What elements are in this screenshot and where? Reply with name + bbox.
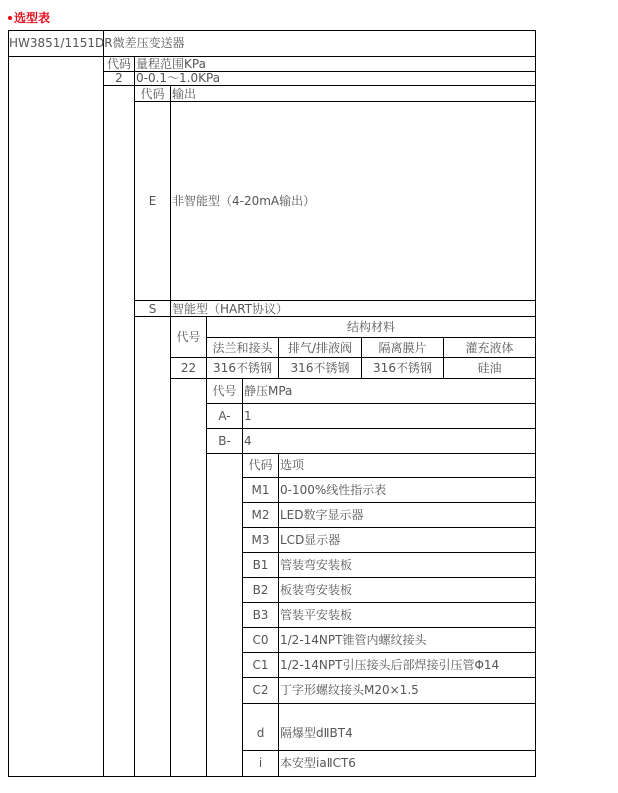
output-header: 输出 <box>172 87 197 101</box>
table-border <box>242 602 536 603</box>
table-border <box>103 30 104 777</box>
material-col-fill: 灌充液体 <box>465 341 514 355</box>
table-border <box>134 300 536 301</box>
table-border <box>206 428 536 429</box>
table-border <box>206 403 536 404</box>
table-border <box>8 30 536 31</box>
range-header: 量程范围KPa <box>136 57 206 71</box>
table-border <box>242 677 536 678</box>
option-label: 板装弯安装板 <box>280 583 353 597</box>
option-code: B3 <box>252 608 269 622</box>
pressure-code-b: B- <box>218 434 231 448</box>
options-code-header: 代码 <box>248 458 273 472</box>
table-border <box>8 776 536 777</box>
table-border <box>134 316 536 317</box>
output-label-s: 智能型（HART协议） <box>172 302 289 316</box>
table-border <box>103 85 536 86</box>
table-border <box>8 56 536 57</box>
table-border <box>170 357 536 358</box>
material-val-fill: 硅油 <box>477 361 502 375</box>
option-code: M2 <box>251 508 270 522</box>
table-border <box>206 453 536 454</box>
material-code: 22 <box>180 361 197 375</box>
option-code: B1 <box>252 558 269 572</box>
option-label: LED数字显示器 <box>280 508 364 522</box>
table-border <box>242 750 536 751</box>
output-code-e: E <box>148 194 157 208</box>
option-code: d <box>256 726 265 740</box>
range-code-header: 代码 <box>106 57 131 71</box>
pressure-code-header: 代号 <box>212 384 237 398</box>
pressure-code-a: A- <box>218 409 231 423</box>
pressure-header: 静压MPa <box>244 384 293 398</box>
option-label: 隔爆型dⅡBT4 <box>280 726 353 740</box>
material-col-diaphragm: 隔离膜片 <box>378 341 427 355</box>
table-border <box>242 577 536 578</box>
material-col-flange: 法兰和接头 <box>212 341 273 355</box>
option-code: M3 <box>251 533 270 547</box>
table-border <box>206 337 536 338</box>
pressure-value-a: 1 <box>244 409 252 423</box>
section-title <box>8 11 50 25</box>
material-group-header: 结构材料 <box>346 320 395 334</box>
option-code: M1 <box>251 483 270 497</box>
option-label: 本安型iaⅡCT6 <box>280 756 356 770</box>
table-border <box>242 552 536 553</box>
output-code-s: S <box>148 302 157 316</box>
pressure-value-b: 4 <box>244 434 252 448</box>
material-code-header: 代号 <box>176 330 201 344</box>
output-code-header: 代码 <box>140 87 165 101</box>
product-name: HW3851/1151DR微差压变送器 <box>9 36 185 50</box>
bullet-icon <box>8 16 12 20</box>
material-col-vent: 排气/排液阀 <box>287 341 353 355</box>
option-label: 1/2-14NPT锥管内螺纹接头 <box>280 633 427 647</box>
table-border <box>170 378 536 379</box>
material-val-diaphragm: 316不锈钢 <box>373 361 432 375</box>
table-border <box>242 502 536 503</box>
table-border <box>242 627 536 628</box>
option-code: C1 <box>252 658 269 672</box>
table-border <box>242 652 536 653</box>
option-label: 0-100%线性指示表 <box>280 483 387 497</box>
table-border <box>134 56 135 777</box>
section-title-text: 选型表 <box>14 11 51 25</box>
options-header: 选项 <box>280 458 305 472</box>
range-code: 2 <box>115 71 123 85</box>
option-code: C0 <box>252 633 269 647</box>
table-border <box>242 703 536 704</box>
table-border <box>170 85 171 777</box>
option-code: C2 <box>252 683 269 697</box>
option-label: 丁字形螺纹接头M20×1.5 <box>280 683 419 697</box>
range-value: 0-0.1～1.0KPa <box>136 71 221 85</box>
option-label: 管装弯安装板 <box>280 558 353 572</box>
option-label: 1/2-14NPT引压接头后部焊接引压管Φ14 <box>280 658 500 672</box>
table-border <box>8 30 9 777</box>
material-val-flange: 316不锈钢 <box>213 361 272 375</box>
output-label-e: 非智能型（4-20mA输出） <box>172 194 316 208</box>
table-border <box>134 101 536 102</box>
table-border <box>242 527 536 528</box>
option-label: 管装平安装板 <box>280 608 353 622</box>
option-label: LCD显示器 <box>280 533 341 547</box>
option-code: B2 <box>252 583 269 597</box>
option-code: i <box>258 756 263 770</box>
material-val-vent: 316不锈钢 <box>290 361 350 375</box>
table-border <box>242 477 536 478</box>
